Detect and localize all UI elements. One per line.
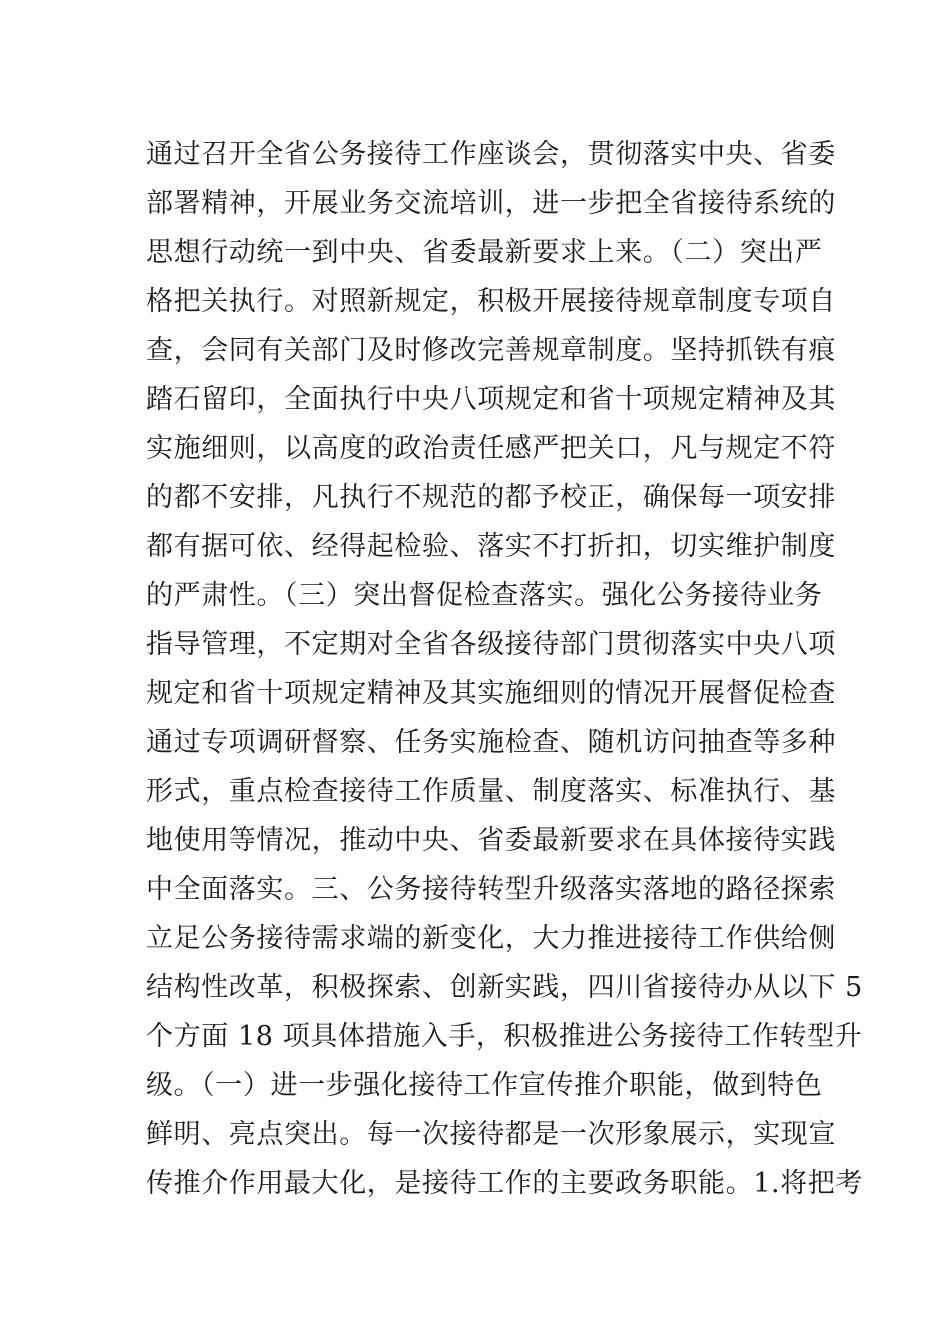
text-line: 传推介作用最大化，是接待工作的主要政务职能。1.将把考 — [146, 1168, 863, 1199]
text-line: 立足公务接待需求端的新变化，大力推进接待工作供给侧 — [146, 923, 836, 954]
text-line: 地使用等情况，推动中央、省委最新要求在具体接待实践 — [146, 825, 836, 856]
text-line: 通过专项调研督察、任务实施检查、随机访问抽查等多种 — [146, 727, 836, 758]
text-line: 个方面 18 项具体措施入手，积极推进公务接待工作转型升 — [146, 1021, 863, 1052]
text-line: 都有据可依、经得起检验、落实不打折扣，切实维护制度 — [146, 531, 836, 562]
text-line: 的严肃性。（三）突出督促检查落实。强化公务接待业务 — [146, 580, 823, 611]
text-line: 踏石留印，全面执行中央八项规定和省十项规定精神及其 — [146, 384, 836, 415]
text-line: 思想行动统一到中央、省委最新要求上来。（二）突出严 — [146, 237, 823, 268]
text-line: 部署精神，开展业务交流培训，进一步把全省接待系统的 — [146, 188, 836, 219]
text-line: 中全面落实。三、公务接待转型升级落实落地的路径探索 — [146, 874, 836, 905]
text-line: 形式，重点检查接待工作质量、制度落实、标准执行、基 — [146, 776, 836, 807]
text-line: 鲜明、亮点突出。每一次接待都是一次形象展示，实现宣 — [146, 1119, 836, 1150]
text-line: 实施细则，以高度的政治责任感严把关口，凡与规定不符 — [146, 433, 836, 464]
text-line: 通过召开全省公务接待工作座谈会，贯彻落实中央、省委 — [146, 139, 836, 170]
body-paragraph — [146, 130, 863, 1208]
text-line: 格把关执行。对照新规定，积极开展接待规章制度专项自 — [146, 286, 836, 317]
text-line: 结构性改革，积极探索、创新实践，四川省接待办从以下 5 — [146, 972, 863, 1003]
text-line: 查，会同有关部门及时修改完善规章制度。坚持抓铁有痕 — [146, 335, 836, 366]
text-line: 规定和省十项规定精神及其实施细则的情况开展督促检查 — [146, 678, 836, 709]
text-line: 级。（一）进一步强化接待工作宣传推介职能，做到特色 — [146, 1070, 823, 1101]
text-line: 指导管理，不定期对全省各级接待部门贯彻落实中央八项 — [146, 629, 836, 660]
text-line: 的都不安排，凡执行不规范的都予校正，确保每一项安排 — [146, 482, 836, 513]
